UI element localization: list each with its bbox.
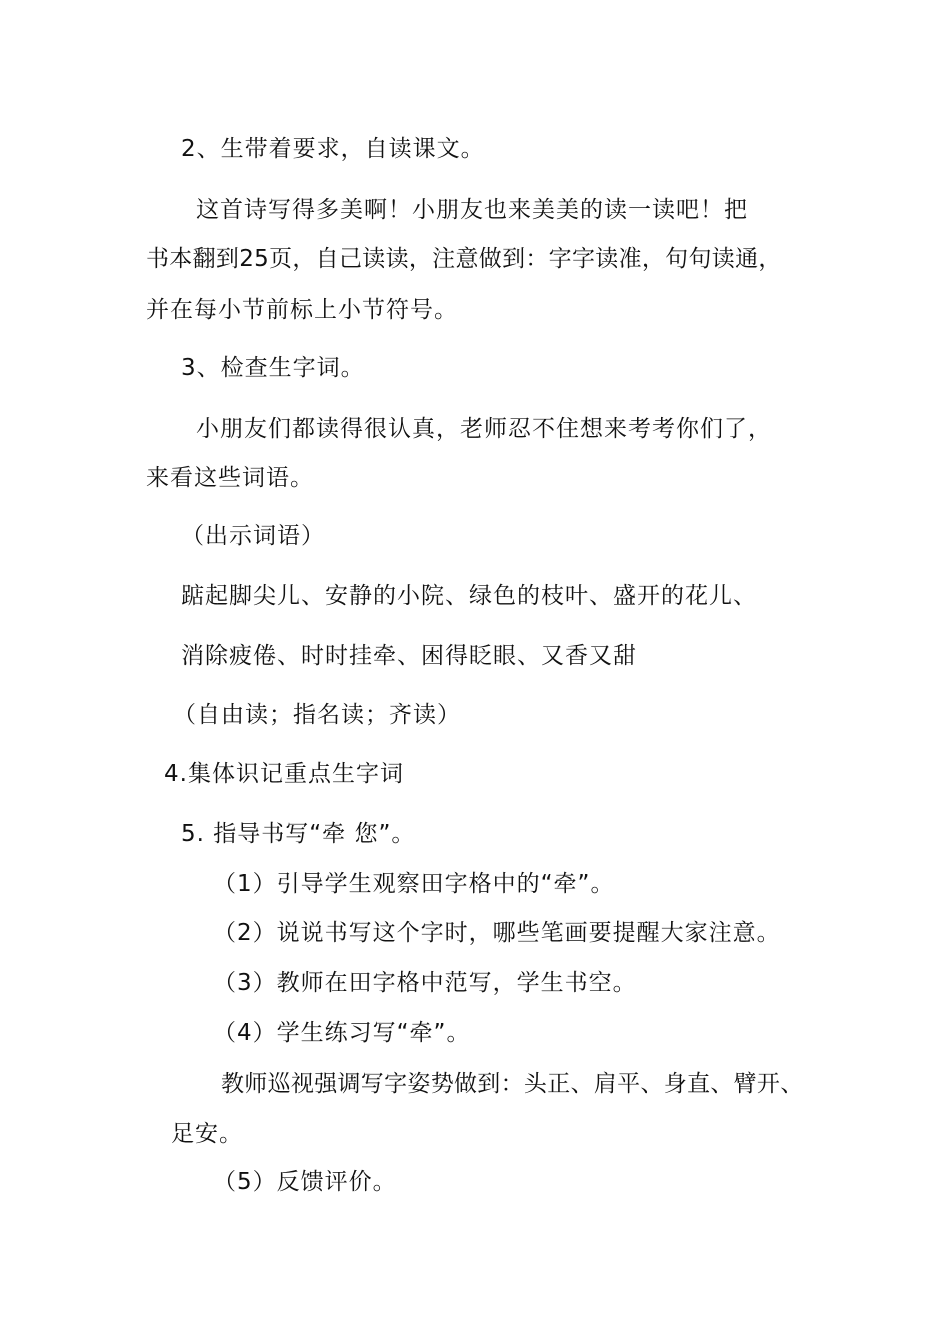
- paragraph-line: 并在每小节前标上小节符号。: [146, 297, 458, 323]
- substep-5: （5）反馈评价。: [213, 1169, 397, 1195]
- paragraph-line: 来看这些词语。: [146, 465, 314, 491]
- step-5-heading: 5. 指导书写“牵 您”。: [181, 821, 416, 847]
- word-list-line: 踮起脚尖儿、安静的小院、绿色的枝叶、盛开的花儿、: [181, 583, 757, 609]
- show-words-note: （出示词语）: [181, 523, 325, 549]
- substep-4: （4）学生练习写“牵”。: [213, 1020, 471, 1046]
- reading-methods-note: （自由读；指名读；齐读）: [173, 702, 461, 728]
- step-2-heading: 2、生带着要求，自读课文。: [181, 136, 485, 162]
- word-list-line: 消除疲倦、时时挂牵、困得眨眼、又香又甜: [181, 643, 637, 669]
- paragraph-line: 足安。: [171, 1121, 243, 1147]
- paragraph-line: 书本翻到25页，自己读读，注意做到：字字读准，句句读通，: [146, 246, 782, 272]
- paragraph-line: 这首诗写得多美啊！小朋友也来美美的读一读吧！把: [196, 197, 748, 223]
- step-3-heading: 3、检查生字词。: [181, 355, 365, 381]
- paragraph-line: 小朋友们都读得很认真，老师忍不住想来考考你们了，: [196, 416, 772, 442]
- paragraph-line: 教师巡视强调写字姿势做到：头正、肩平、身直、臂开、: [221, 1071, 804, 1097]
- substep-3: （3）教师在田字格中范写，学生书空。: [213, 970, 637, 996]
- step-4-heading: 4.集体识记重点生字词: [164, 761, 404, 787]
- substep-1: （1）引导学生观察田字格中的“牵”。: [213, 871, 615, 897]
- substep-2: （2）说说书写这个字时，哪些笔画要提醒大家注意。: [213, 920, 781, 946]
